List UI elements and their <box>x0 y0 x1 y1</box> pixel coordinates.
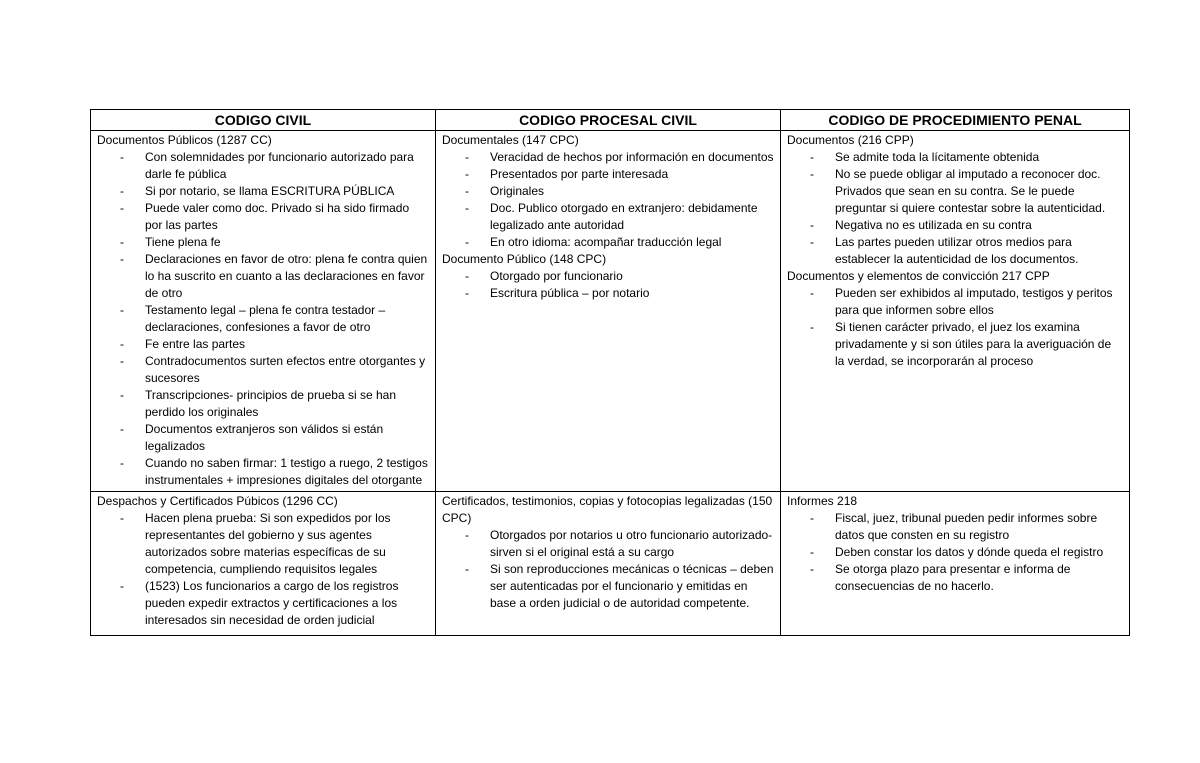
bullet-list <box>442 527 774 612</box>
bullet-list <box>442 149 774 251</box>
list-item: - Se admite toda la lícitamente obtenida <box>835 149 1123 166</box>
list-item: - Escritura pública – por notario <box>490 285 774 302</box>
cell-civil-1 <box>91 131 436 492</box>
section-title: Documento Público (148 CPC) <box>442 252 607 266</box>
list-item: - Con solemnidades por funcionario autorizado para darle fe pública <box>145 149 429 183</box>
list-item: - Otorgados por notarios u otro funcionario autorizado- sirven si el original está a su cargo <box>490 527 774 561</box>
section-title: Documentos (216 CPP) <box>787 133 914 147</box>
list-item: - Cuando no saben firmar: 1 testigo a ruego, 2 testigos instrumentales + impresiones digitales del otorgante <box>145 455 429 489</box>
cell-penal-1 <box>781 131 1130 492</box>
cell-procesal-1 <box>436 131 781 492</box>
list-item: - Si por notario, se llama ESCRITURA PÚBLICA <box>145 183 429 200</box>
bullet-list <box>787 149 1123 268</box>
list-item: - Negativa no es utilizada en su contra <box>835 217 1123 234</box>
list-item: - Contradocumentos surten efectos entre otorgantes y sucesores <box>145 353 429 387</box>
header-codigo-procesal-civil: CODIGO PROCESAL CIVIL <box>436 110 781 131</box>
list-item: - Se otorga plazo para presentar e informa de consecuencias de no hacerlo. <box>835 561 1123 595</box>
table-row <box>91 492 1130 636</box>
list-item: - Deben constar los datos y dónde queda el registro <box>835 544 1123 561</box>
bullet-list <box>442 268 774 302</box>
comparison-table <box>90 109 1130 636</box>
section-title: Informes 218 <box>787 494 858 508</box>
list-item: - Hacen plena prueba: Si son expedidos por los representantes del gobierno y sus agentes autorizados sobre materias específicas de su competencia, cumpliendo requisitos legales <box>145 510 429 578</box>
bullet-list <box>787 510 1123 595</box>
list-item: - Si son reproducciones mecánicas o técnicas – deben ser autenticadas por el funcionario y emitidas en base a orden judicial o de autoridad competente. <box>490 561 774 612</box>
section-title: Documentos Públicos (1287 CC) <box>97 133 272 147</box>
list-item: - Presentados por parte interesada <box>490 166 774 183</box>
list-item: - Tiene plena fe <box>145 234 429 251</box>
list-item: - Doc. Publico otorgado en extranjero: debidamente legalizado ante autoridad <box>490 200 774 234</box>
list-item: - Pueden ser exhibidos al imputado, testigos y peritos para que informen sobre ellos <box>835 285 1123 319</box>
list-item: - Si tienen carácter privado, el juez los examina privadamente y si son útiles para la averiguación de la verdad, se incorporarán al proceso <box>835 319 1123 370</box>
section-title: Certificados, testimonios, copias y fotocopias legalizadas (150 CPC) <box>442 494 773 525</box>
list-item: - (1523) Los funcionarios a cargo de los registros pueden expedir extractos y certificaciones a los interesados sin necesidad de orden judicial <box>145 578 429 629</box>
section-title: Documentos y elementos de convicción 217 CPP <box>787 269 1050 283</box>
list-item: - Testamento legal – plena fe contra testador – declaraciones, confesiones a favor de otro <box>145 302 429 336</box>
header-codigo-procedimiento-penal: CODIGO DE PROCEDIMIENTO PENAL <box>781 110 1130 131</box>
section-title: Despachos y Certificados Púbicos (1296 CC) <box>97 494 338 508</box>
list-item: - Documentos extranjeros son válidos si están legalizados <box>145 421 429 455</box>
header-codigo-civil: CODIGO CIVIL <box>91 110 436 131</box>
list-item: - Otorgado por funcionario <box>490 268 774 285</box>
bullet-list <box>787 285 1123 370</box>
list-item: - Veracidad de hechos por información en documentos <box>490 149 774 166</box>
cell-procesal-2 <box>436 492 781 636</box>
cell-penal-2 <box>781 492 1130 636</box>
list-item: - Puede valer como doc. Privado si ha sido firmado por las partes <box>145 200 429 234</box>
list-item: - Declaraciones en favor de otro: plena fe contra quien lo ha suscrito en cuanto a las declaraciones en favor de otro <box>145 251 429 302</box>
list-item: - En otro idioma: acompañar traducción legal <box>490 234 774 251</box>
list-item: - No se puede obligar al imputado a reconocer doc. Privados que sean en su contra. Se le puede preguntar si quiere contestar sobre la autenticidad. <box>835 166 1123 217</box>
table-row <box>91 131 1130 492</box>
bullet-list <box>97 149 429 489</box>
header-row <box>91 110 1130 131</box>
list-item: - Las partes pueden utilizar otros medios para establecer la autenticidad de los documentos. <box>835 234 1123 268</box>
list-item: - Fiscal, juez, tribunal pueden pedir informes sobre datos que consten en su registro <box>835 510 1123 544</box>
list-item: - Fe entre las partes <box>145 336 429 353</box>
list-item: - Originales <box>490 183 774 200</box>
cell-civil-2 <box>91 492 436 636</box>
section-title: Documentales (147 CPC) <box>442 133 579 147</box>
bullet-list <box>97 510 429 629</box>
list-item: - Transcripciones- principios de prueba si se han perdido los originales <box>145 387 429 421</box>
